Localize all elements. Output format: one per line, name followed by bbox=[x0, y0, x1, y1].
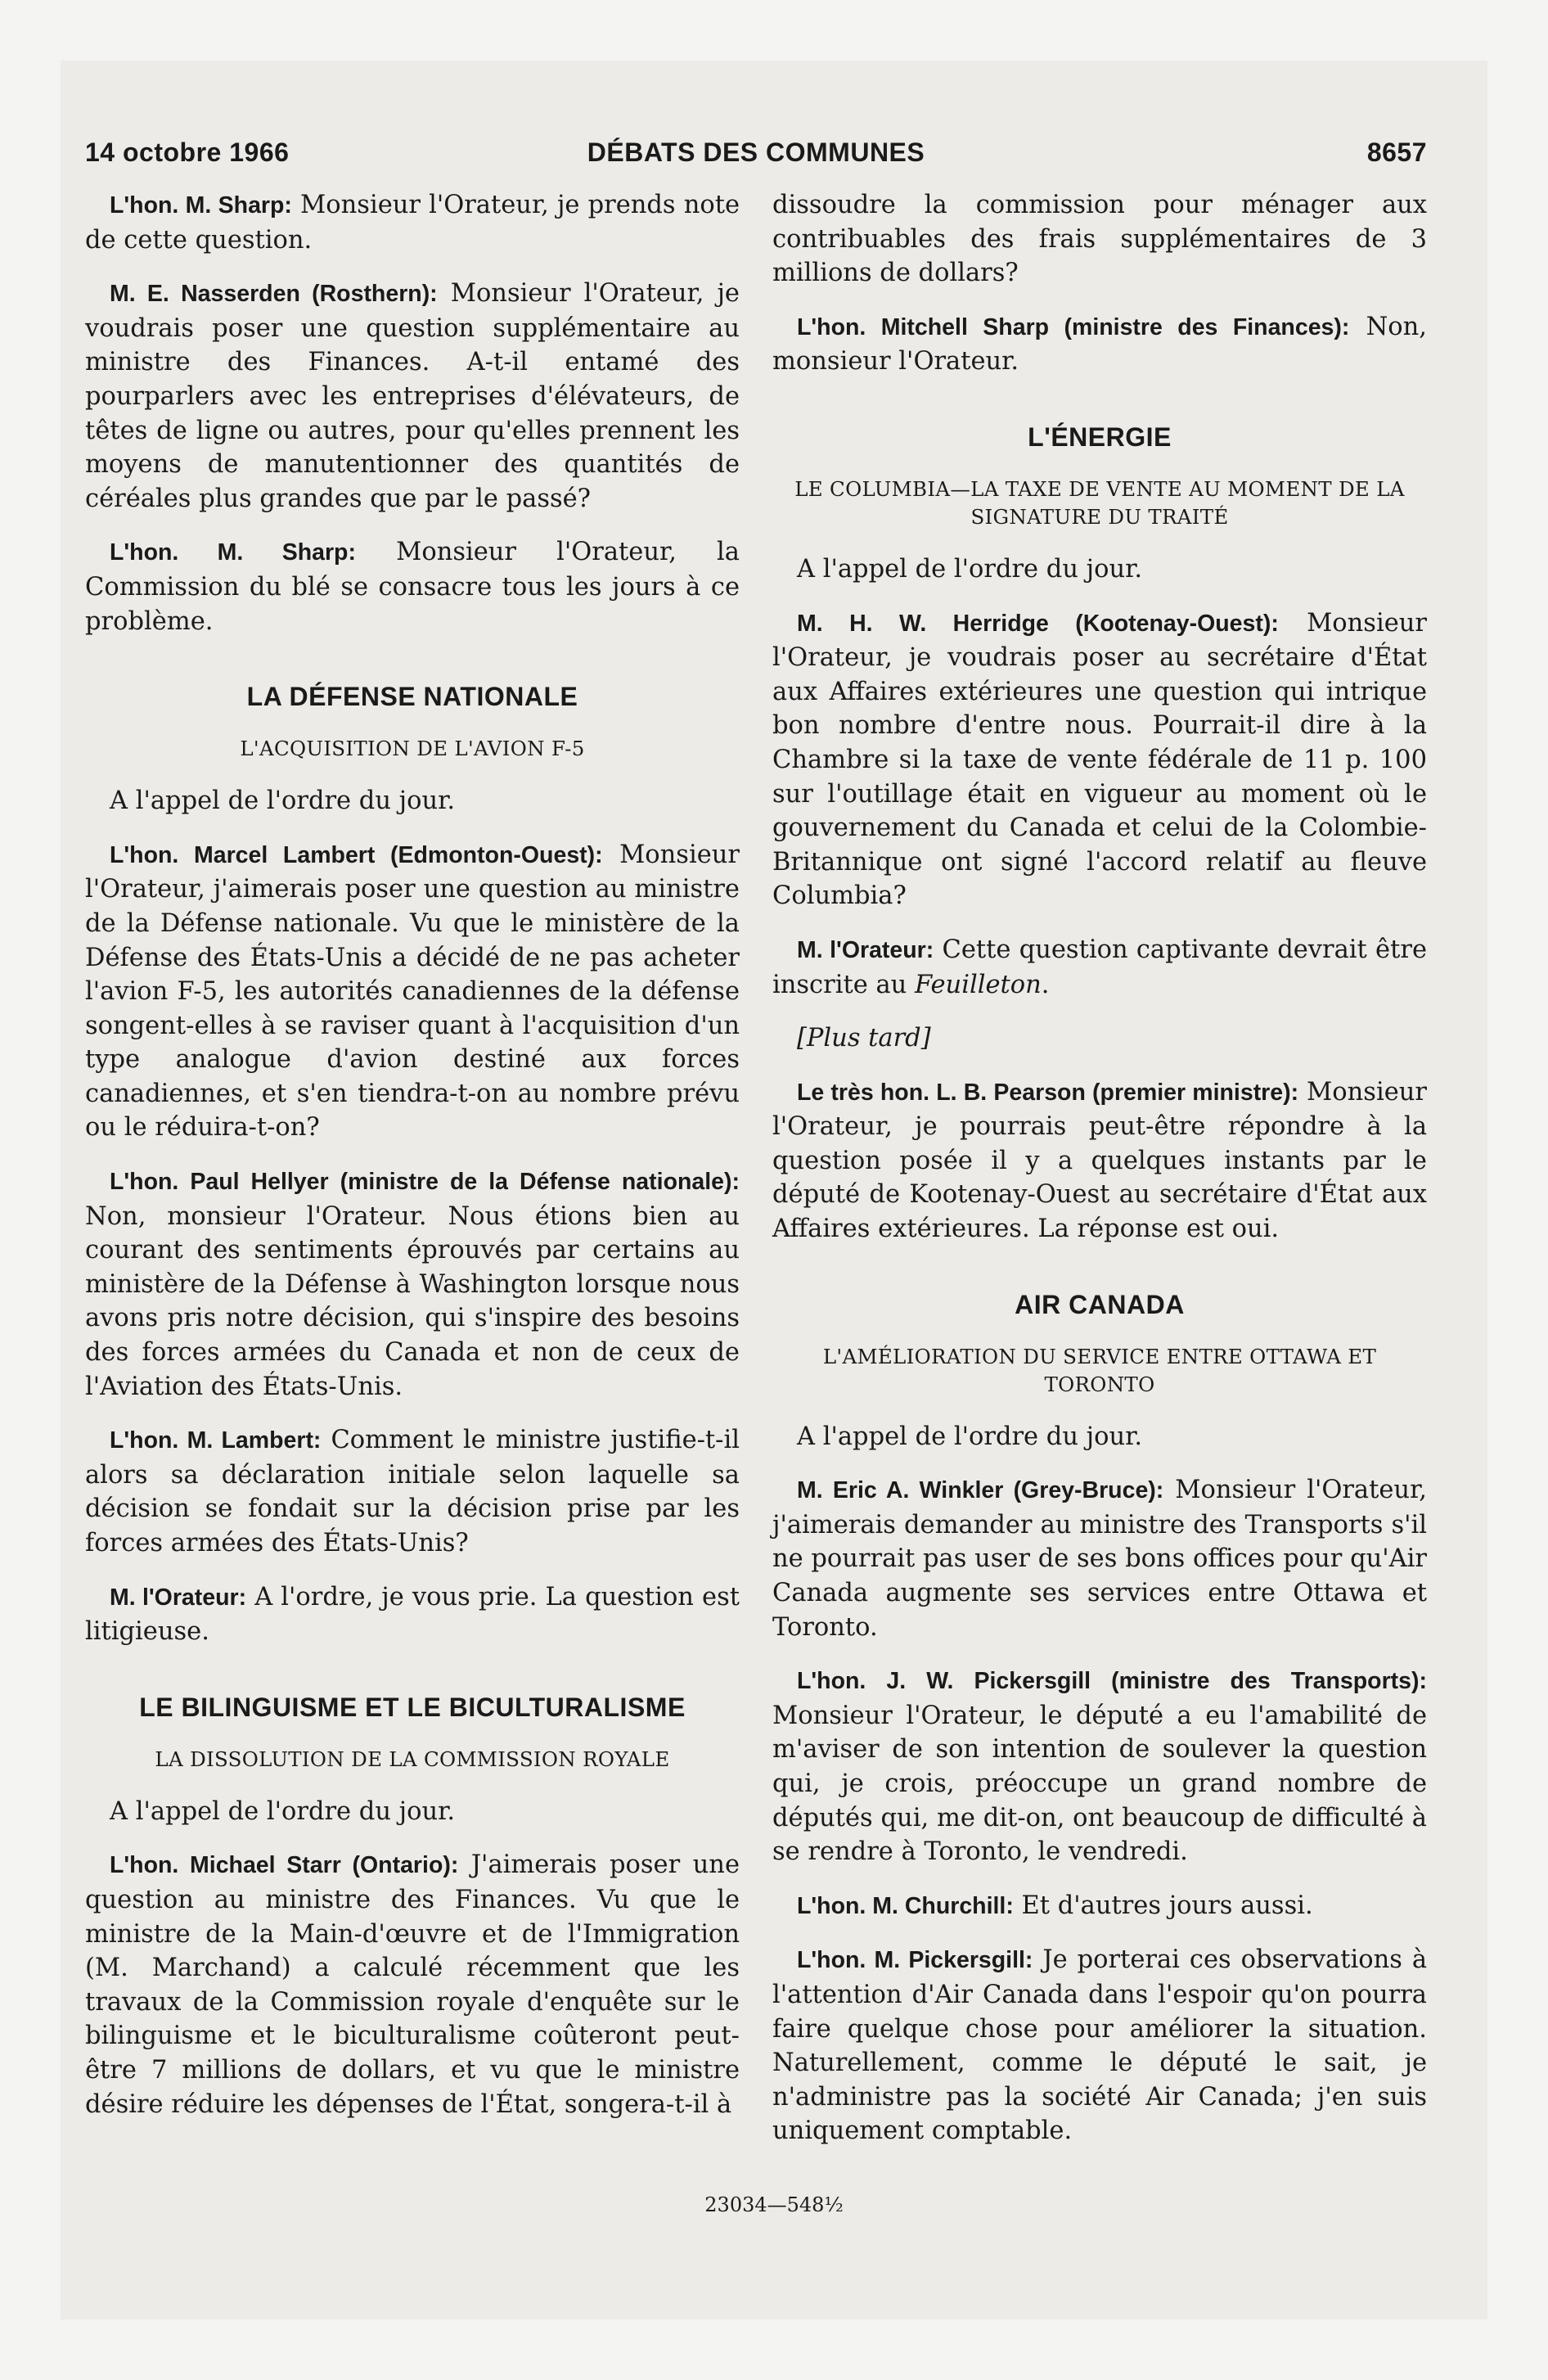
speaker: L'hon. M. Pickersgill: bbox=[797, 1947, 1033, 1974]
paragraph bbox=[85, 1165, 740, 1404]
paragraph: A l'appel de l'ordre du jour. bbox=[110, 1796, 456, 1826]
speaker: L'hon. Paul Hellyer (ministre de la Défense nationale): bbox=[110, 1169, 740, 1196]
paragraph bbox=[85, 535, 740, 638]
subsection-heading: LA DISSOLUTION DE LA COMMISSION ROYALE bbox=[155, 1747, 670, 1771]
paragraph bbox=[772, 606, 1427, 913]
speech: Monsieur l'Orateur, je voudrais poser une question supplémentaire au ministre des Finances. A-t-il entamé des pourparlers avec les entreprises d'élévateurs, de têtes de ligne ou autres, pour qu'elles prennent les moyens de manutentionner des quantités de céréales plus grandes que par le passé? bbox=[85, 279, 740, 513]
speaker: M. l'Orateur: bbox=[797, 936, 934, 963]
paragraph bbox=[85, 1848, 740, 2121]
subsection-heading: L'ACQUISITION DE L'AVION F-5 bbox=[240, 737, 585, 761]
subsection-heading: LE COLUMBIA—LA TAXE DE VENTE AU MOMENT DE LA SIGNATURE DU TRAITÉ bbox=[794, 476, 1405, 529]
speech: Cette question captivante devrait être inscrite au bbox=[772, 935, 1427, 999]
paragraph: A l'appel de l'ordre du jour. bbox=[797, 1422, 1143, 1451]
speech-end: . bbox=[1041, 970, 1050, 999]
paragraph bbox=[772, 1075, 1427, 1246]
paragraph bbox=[85, 1423, 740, 1560]
speaker: L'hon. M. Lambert: bbox=[110, 1427, 322, 1454]
paragraph bbox=[772, 1664, 1427, 1869]
speech: Et d'autres jours aussi. bbox=[1013, 1891, 1313, 1920]
paragraph bbox=[85, 838, 740, 1145]
paragraph: A l'appel de l'ordre du jour. bbox=[110, 787, 456, 816]
paragraph bbox=[772, 310, 1427, 379]
paragraph bbox=[772, 1473, 1427, 1644]
section-heading: LE BILINGUISME ET LE BICULTURALISME bbox=[139, 1692, 686, 1722]
speech: Monsieur l'Orateur, je voudrais poser au secrétaire d'État aux Affaires extérieures une question qui intrique bon nombre d'entre nous. Pourrait-il dire à la Chambre si la taxe de vente fédérale de 11 p. 100 sur l'outillage était en vigueur au moment où le gouvernement du Canada et celui de la Colombie-Britannique ont signé l'accord relatif au fleuve Columbia? bbox=[772, 608, 1427, 911]
speaker: L'hon. Michael Starr (Ontario): bbox=[110, 1852, 459, 1879]
header-date: 14 octobre 1966 bbox=[85, 137, 290, 167]
section-heading: L'ÉNERGIE bbox=[1028, 421, 1172, 452]
left-column bbox=[85, 188, 740, 2141]
speech: Je porterai ces observations à l'attention d'Air Canada dans l'espoir qu'on pourra faire quelque chose pour améliorer la situation. Naturellement, comme le député le sait, je n'administre pas la société Air Canada; j'en suis uniquement comptable. bbox=[772, 1945, 1428, 2146]
paragraph bbox=[772, 933, 1427, 1002]
speech: Monsieur l'Orateur, je prends note de cette question. bbox=[85, 191, 740, 255]
page-header bbox=[85, 137, 1427, 177]
paragraph bbox=[772, 1889, 1427, 1924]
speech: Comment le ministre justifie-t-il alors sa déclaration initiale selon laquelle sa décision se fondait sur la décision prise par les forces armées des États-Unis? bbox=[85, 1426, 740, 1557]
speaker: L'hon. M. Sharp: bbox=[110, 192, 292, 219]
paragraph bbox=[85, 1580, 740, 1649]
speech: Non, monsieur l'Orateur. bbox=[772, 312, 1427, 376]
paragraph bbox=[85, 277, 740, 516]
speech: Monsieur l'Orateur, je pourrais peut-être répondre à la question posée il y a quelques instants par le député de Kootenay-Ouest au secrétaire d'État aux Affaires extérieures. La réponse est oui. bbox=[772, 1077, 1427, 1244]
speech: A l'ordre, je vous prie. La question est litigieuse. bbox=[85, 1582, 740, 1647]
italic-title: Feuilleton bbox=[915, 970, 1042, 999]
speaker: L'hon. Mitchell Sharp (ministre des Finances): bbox=[797, 313, 1350, 340]
subsection-heading: L'AMÉLIORATION DU SERVICE ENTRE OTTAWA ET TORONTO bbox=[822, 1344, 1377, 1396]
paragraph bbox=[85, 188, 740, 257]
stage-direction-text: [Plus tard] bbox=[797, 1024, 931, 1053]
speech: J'aimerais poser une question au ministre des Finances. Vu que le ministre de la Main-d'œuvre et de l'Immigration (M. Marchand) a calculé récemment que les travaux de la Commission royale d'enquête sur le bilinguisme et le biculturalisme coûteront peut-être 7 millions de dollars, et vu que le ministre désire réduire les dépenses de l'État, songera-t-il à bbox=[85, 1850, 740, 2119]
speaker: M. Eric A. Winkler (Grey-Bruce): bbox=[797, 1477, 1164, 1504]
speaker: L'hon. M. Churchill: bbox=[797, 1892, 1014, 1919]
stage-direction bbox=[772, 1021, 1427, 1056]
speech: Monsieur l'Orateur, la Commission du blé se consacre tous les jours à ce problème. bbox=[85, 538, 740, 636]
speech: Monsieur l'Orateur, le député a eu l'amabilité de m'aviser de son intention de soulever la question qui, je crois, préoccupe un grand nombre de députés qui, me dit-on, ont beaucoup de difficulté à se rendre à Toronto, le vendredi. bbox=[772, 1701, 1427, 1867]
page-footer: 23034—548½ bbox=[704, 2193, 844, 2216]
speaker: M. l'Orateur: bbox=[110, 1584, 247, 1611]
paragraph: A l'appel de l'ordre du jour. bbox=[797, 554, 1143, 584]
header-title: DÉBATS DES COMMUNES bbox=[587, 137, 925, 167]
speaker: L'hon. Marcel Lambert (Edmonton-Ouest): bbox=[110, 841, 603, 868]
speech: Non, monsieur l'Orateur. Nous étions bien au courant des sentiments éprouvés par certains au ministère de la Défense à Washington lorsque nous avons pris notre décision, qui s'inspire des besoins des forces armées du Canada et non de ceux de l'Aviation des États-Unis. bbox=[85, 1201, 740, 1401]
right-column bbox=[772, 188, 1427, 2168]
section-heading: LA DÉFENSE NATIONALE bbox=[246, 682, 578, 712]
speaker: L'hon. M. Sharp: bbox=[110, 539, 356, 566]
speech: Monsieur l'Orateur, j'aimerais poser une question au ministre de la Défense nationale. Vu que le ministère de la Défense des États-Unis a décidé de ne pas acheter l'avion F-5, les autorités canadiennes de la défense songent-elles à se raviser quant à l'acquisition d'un type analogue d'avion destiné aux forces canadiennes, et s'en tiendra-t-on au nombre prévu ou le réduira-t-on? bbox=[85, 840, 740, 1143]
header-page-number: 8657 bbox=[1366, 137, 1427, 167]
speaker: L'hon. J. W. Pickersgill (ministre des Transports): bbox=[797, 1668, 1427, 1695]
speaker: M. E. Nasserden (Rosthern): bbox=[110, 281, 438, 308]
paragraph bbox=[772, 1943, 1427, 2148]
speaker: M. H. W. Herridge (Kootenay-Ouest): bbox=[797, 610, 1279, 637]
paragraph: dissoudre la commission pour ménager aux contribuables des frais supplémentaires de 3 millions de dollars? bbox=[772, 191, 1427, 288]
speaker: Le très hon. L. B. Pearson (premier ministre): bbox=[797, 1079, 1299, 1106]
section-heading: AIR CANADA bbox=[1015, 1289, 1185, 1319]
speech: Monsieur l'Orateur, j'aimerais demander au ministre des Transports s'il ne pourrait pas user de ses bons offices pour qu'Air Canada augmente ses services entre Ottawa et Toronto. bbox=[772, 1476, 1427, 1642]
